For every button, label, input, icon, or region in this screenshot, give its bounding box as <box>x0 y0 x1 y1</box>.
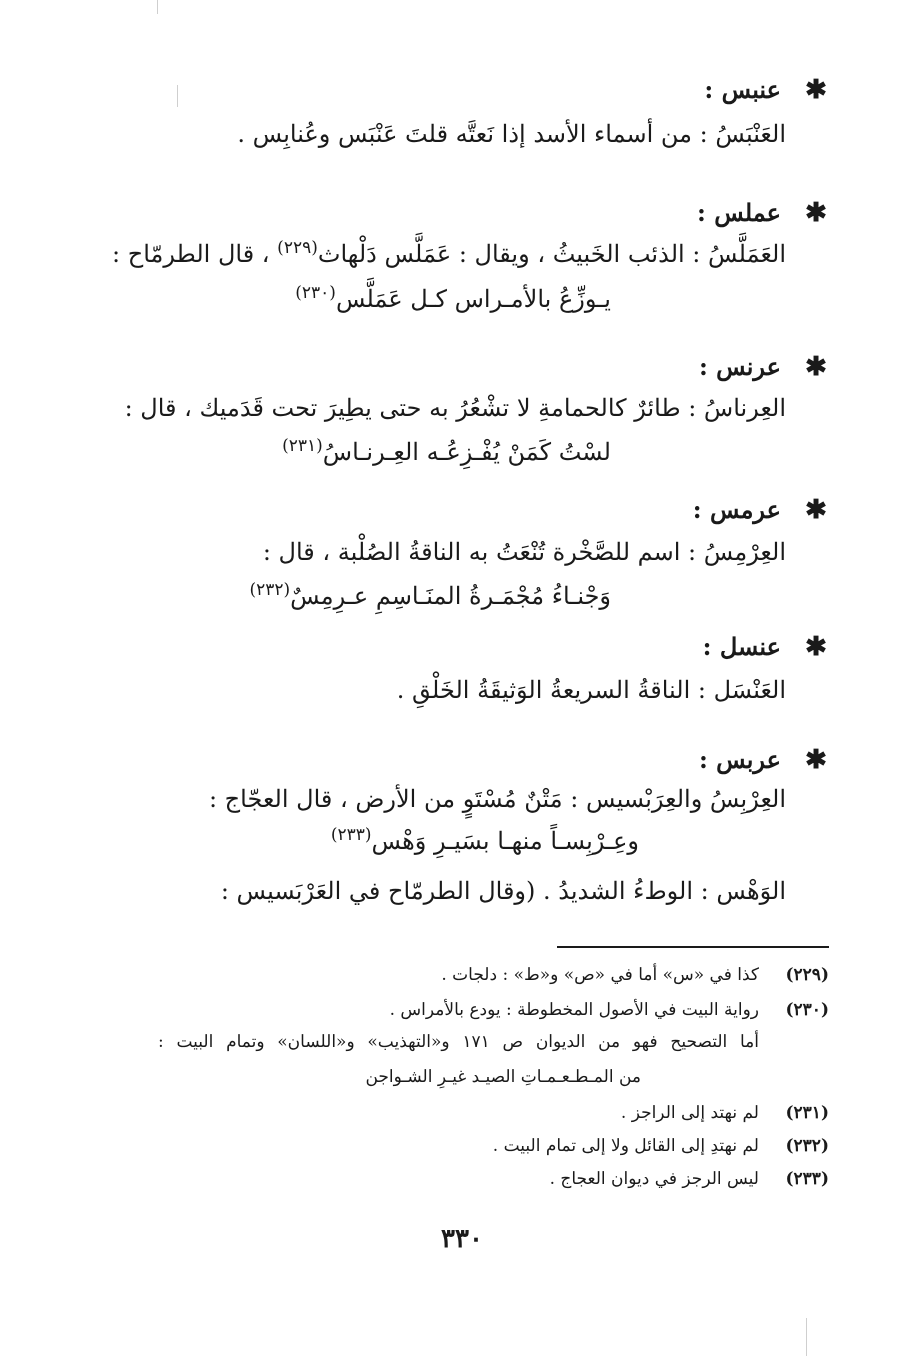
entry-root-3 <box>699 352 829 382</box>
verse-line <box>331 827 639 855</box>
asterisk-icon: ✱ <box>805 198 827 228</box>
root-word: عملس : <box>697 198 781 227</box>
verse-text: يـوزِّعُ بالأمـراس كـل عَمَلَّس <box>335 285 611 313</box>
footnote-number: (٢٣٣) <box>785 1169 829 1189</box>
footnote-ref: (٢٣٠) <box>295 283 336 303</box>
scan-mark <box>177 85 178 107</box>
entry-definition: العِرْمِسُ : اسم للصَّخْرة تُنْعَتُ به الناقةُ الصُلْبة ، قال : <box>262 538 786 566</box>
verse-text: لسْتُ كَمَنْ يُفْـزِعُـه العِـرنـاسُ <box>322 438 611 466</box>
verse-line <box>282 438 611 466</box>
root-word: عربس : <box>698 745 781 774</box>
footnote-text: لم نهتد إلى الراجز . <box>620 1103 759 1123</box>
entry-definition: العِرْبِسُ والعِرَبْسيس : مَتْنٌ مُسْتَوٍ من الأرض ، قال العجّاج : <box>208 785 786 813</box>
definition-text: ، قال الطرمّاح : <box>112 240 278 268</box>
asterisk-icon: ✱ <box>805 632 827 662</box>
asterisk-icon: ✱ <box>805 495 827 525</box>
entry-definition: العِرناسُ : طائرٌ كالحمامةِ لا تشْعُرُ به حتى يطِيرَ تحت قَدَميك ، قال : <box>124 394 786 422</box>
footnote-divider <box>557 946 829 948</box>
footnote-ref: (٢٢٩) <box>277 238 318 258</box>
entry-definition: العَنْبَسُ : من أسماء الأسد إذا نَعتَّه قلتَ عَنْبَس وعُنابِس . <box>237 120 786 148</box>
entry-definition: العَنْسَل : الناقةُ السريعةُ الوَثيقَةُ الخَلْقِ . <box>396 676 786 704</box>
footnote-text: ليس الرجز في ديوان العجاج . <box>549 1169 759 1189</box>
entry-definition <box>112 240 786 268</box>
footnote-verse: من المـطـعـمـاتِ الصيـد غيـرِ الشـواجن <box>365 1067 641 1087</box>
footnote-number: (٢٣٢) <box>785 1136 829 1156</box>
verse-text: وعِـرْبِسـاً منهـا بسَيـرِ وَهْس <box>371 827 639 855</box>
entry-definition: الوَهْس : الوطءُ الشديدُ . (وقال الطرمّاح في العَرْبَسيس : <box>220 877 786 905</box>
verse-text: وَجْنـاءُ مُجْمَـرةُ المنَـاسِمِ عـرِمِسٌ <box>290 582 611 610</box>
root-word: عرمس : <box>692 495 781 524</box>
entry-root-1 <box>704 75 829 105</box>
footnote-number: (٢٣١) <box>785 1103 829 1123</box>
footnote-text: لم نهتدِ إلى القائل ولا إلى تمام البيت . <box>492 1136 759 1156</box>
footnote-number: (٢٢٩) <box>785 965 829 985</box>
footnote-number: (٢٣٠) <box>785 1000 829 1020</box>
footnote-ref: (٢٣٢) <box>249 580 291 600</box>
footnote-text: رواية البيت في الأصول المخطوطة : يودع بالأمراس . <box>389 1000 759 1020</box>
entry-root-2 <box>697 198 829 228</box>
asterisk-icon: ✱ <box>805 352 827 382</box>
footnote-text: أما التصحيح فهو من الديوان ص ١٧١ و«التهذيب» و«اللسان» وتمام البيت : <box>158 1032 759 1052</box>
verse-line <box>249 582 611 610</box>
scan-mark <box>806 1318 807 1356</box>
scan-mark <box>157 0 158 14</box>
definition-text: العَمَلَّسُ : الذئب الخَبيثُ ، ويقال : عَمَلَّس دَلْهاث <box>317 240 786 268</box>
entry-root-6 <box>699 745 829 775</box>
root-word: عرنس : <box>698 352 781 381</box>
footnote-text: كذا في «س» أما في «ص» و«ط» : دلجات . <box>441 965 759 985</box>
verse-line <box>295 285 611 313</box>
root-word: عنبس : <box>704 75 781 104</box>
page-number: ٣٣٠ <box>441 1224 483 1254</box>
footnote-ref: (٢٣٣) <box>330 825 372 845</box>
asterisk-icon: ✱ <box>805 75 827 105</box>
footnote-ref: (٢٣١) <box>282 436 323 456</box>
entry-root-5 <box>703 632 829 662</box>
root-word: عنسل : <box>702 632 781 661</box>
asterisk-icon: ✱ <box>805 745 827 775</box>
entry-root-4 <box>693 495 829 525</box>
